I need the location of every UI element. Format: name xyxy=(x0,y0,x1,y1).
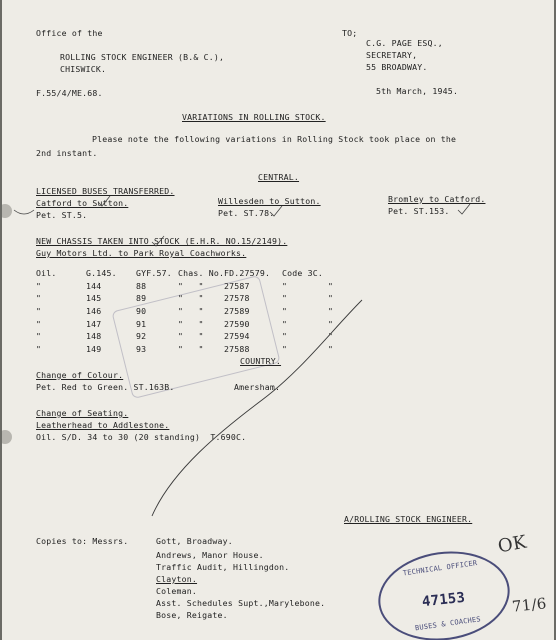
copies-label: Copies to: Messrs. xyxy=(36,536,129,546)
table-cell: " " xyxy=(178,293,204,304)
table-cell: GYF.57. xyxy=(136,268,172,278)
office-of: Office of the xyxy=(36,28,103,38)
signature: A/ROLLING STOCK ENGINEER. xyxy=(344,514,473,524)
table-cell: 27594 xyxy=(224,331,250,342)
table-cell: " xyxy=(36,318,42,329)
copy-recipient: Clayton. xyxy=(156,574,198,584)
colour-line: Pet. Red to Green. ST.163B. xyxy=(36,382,175,392)
table-cell: Oil. xyxy=(36,268,57,278)
to-address: 55 BROADWAY. xyxy=(366,62,428,72)
subject-heading: VARIATIONS IN ROLLING STOCK. xyxy=(182,112,326,122)
table-cell: 145 xyxy=(86,293,102,304)
table-cell: 93 xyxy=(136,344,147,355)
stamp-bottom-text: BUSES & COACHES xyxy=(414,615,482,633)
intro-line-1: Please note the following variations in Rolling Stock took place on the xyxy=(92,134,457,144)
table-cell: " xyxy=(328,331,334,342)
table-cell: 146 xyxy=(86,306,102,317)
table-cell: " xyxy=(282,293,288,304)
handwritten-initials: 71/6 xyxy=(511,594,548,616)
transfer-route: Willesden to Sutton. xyxy=(218,196,321,206)
chassis-heading: NEW CHASSIS TAKEN INTO STOCK (E.H.R. NO.15/2149). xyxy=(36,236,288,246)
table-cell: " xyxy=(328,306,334,317)
seating-line: Oil. S/D. 34 to 30 (20 standing) T.690C. xyxy=(36,432,247,442)
table-cell: " xyxy=(282,280,288,291)
table-cell: " xyxy=(36,306,42,317)
table-cell: " xyxy=(328,318,334,329)
table-cell: 92 xyxy=(136,331,147,342)
reference: F.55/4/ME.68. xyxy=(36,88,103,98)
copy-recipient: Bose, Reigate. xyxy=(156,610,228,620)
country-heading: COUNTRY. xyxy=(240,356,282,366)
table-cell: G.145. xyxy=(86,268,117,278)
table-cell: " xyxy=(282,344,288,355)
copy-recipient: Gott, Broadway. xyxy=(156,536,233,546)
table-cell: 88 xyxy=(136,280,147,291)
table-cell: " xyxy=(282,318,288,329)
table-cell: " xyxy=(36,293,42,304)
table-cell: 27588 xyxy=(224,344,250,355)
table-cell: " xyxy=(36,280,42,291)
table-cell: " xyxy=(36,331,42,342)
from-line-2: CHISWICK. xyxy=(60,64,107,74)
table-cell: " xyxy=(328,344,334,355)
central-heading: CENTRAL. xyxy=(258,172,300,182)
seating-route: Leatherhead to Addlestone. xyxy=(36,420,170,430)
table-cell: " " xyxy=(178,318,204,329)
table-cell: FD.27579. xyxy=(224,268,271,278)
table-cell: 144 xyxy=(86,280,102,291)
stamp-top-text: TECHNICAL OFFICER xyxy=(402,559,478,578)
to-title: SECRETARY, xyxy=(366,50,418,60)
table-cell: 89 xyxy=(136,293,147,304)
table-cell: Chas. No. xyxy=(178,268,225,278)
from-line-1: ROLLING STOCK ENGINEER (B.& C.), xyxy=(60,52,225,62)
table-cell: 91 xyxy=(136,318,147,329)
table-cell: " " xyxy=(178,306,204,317)
date: 5th March, 1945. xyxy=(376,86,459,96)
table-cell: 27578 xyxy=(224,293,250,304)
table-cell: " " xyxy=(178,280,204,291)
pen-strokes xyxy=(2,0,554,640)
table-cell: 27587 xyxy=(224,280,250,291)
chassis-subheading: Guy Motors Ltd. to Park Royal Coachworks. xyxy=(36,248,247,258)
to-label: TO; xyxy=(342,28,358,38)
transferred-heading: LICENSED BUSES TRANSFERRED. xyxy=(36,186,175,196)
table-cell: 27590 xyxy=(224,318,250,329)
copy-recipient: Coleman. xyxy=(156,586,198,596)
table-cell: " xyxy=(282,306,288,317)
intro-line-2: 2nd instant. xyxy=(36,148,98,158)
seating-heading: Change of Seating. xyxy=(36,408,129,418)
table-cell: 90 xyxy=(136,306,147,317)
table-cell: " xyxy=(282,331,288,342)
to-name: C.G. PAGE ESQ., xyxy=(366,38,443,48)
stamp-number: 47153 xyxy=(421,589,466,611)
table-cell: " xyxy=(328,293,334,304)
transfer-route: Bromley to Catford. xyxy=(388,194,486,204)
handwritten-ok: OK xyxy=(496,531,529,558)
table-cell: " xyxy=(36,344,42,355)
colour-heading: Change of Colour. xyxy=(36,370,124,380)
table-cell: 148 xyxy=(86,331,102,342)
transfer-detail: Pet. ST.78. xyxy=(218,208,275,218)
copy-recipient: Andrews, Manor House. xyxy=(156,550,264,560)
table-cell: " xyxy=(328,280,334,291)
table-cell: 27589 xyxy=(224,306,250,317)
transfer-detail: Pet. ST.5. xyxy=(36,210,88,220)
table-cell: Code 3C. xyxy=(282,268,324,278)
table-cell: " " xyxy=(178,331,204,342)
copy-recipient: Asst. Schedules Supt.,Marylebone. xyxy=(156,598,326,608)
document-page xyxy=(2,0,554,640)
transfer-route: Catford to Sutton. xyxy=(36,198,129,208)
table-cell: " " xyxy=(178,344,204,355)
transfer-detail: Pet. ST.153. xyxy=(388,206,450,216)
table-cell: 147 xyxy=(86,318,102,329)
table-cell: 149 xyxy=(86,344,102,355)
copy-recipient: Traffic Audit, Hillingdon. xyxy=(156,562,290,572)
colour-place: Amersham. xyxy=(234,382,281,392)
